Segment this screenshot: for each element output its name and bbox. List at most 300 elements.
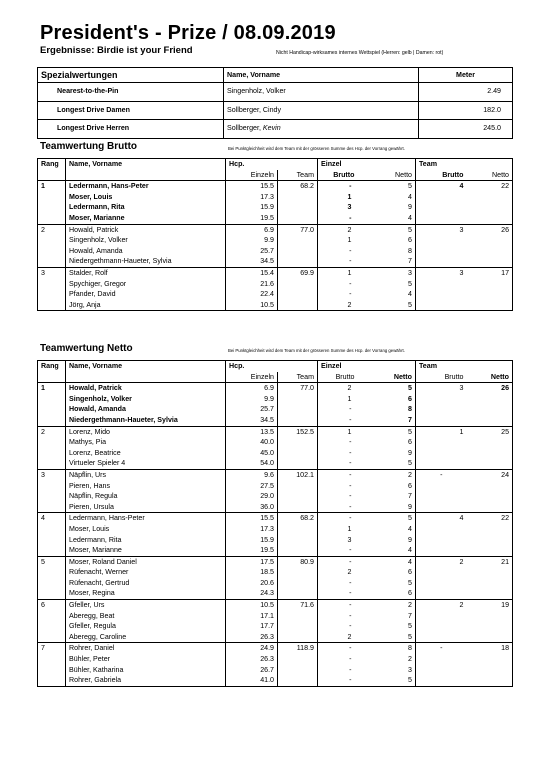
team-hcp: 118.9 bbox=[278, 643, 318, 654]
team-brutto bbox=[416, 535, 467, 546]
team-rank bbox=[38, 404, 66, 415]
player-netto: 8 bbox=[408, 246, 412, 255]
col-team-netto: Netto bbox=[490, 372, 510, 381]
player-brutto: 1 bbox=[318, 267, 358, 278]
team-hcp bbox=[278, 256, 318, 267]
player-brutto: - bbox=[318, 654, 358, 665]
team-hcp bbox=[278, 458, 318, 469]
netto-section-title: Teamwertung Netto bbox=[40, 343, 133, 354]
team-hcp bbox=[278, 665, 318, 676]
player-netto: 2 bbox=[358, 469, 416, 480]
col-hcp: Hcp. bbox=[226, 361, 318, 372]
table-row bbox=[38, 524, 513, 535]
table-row bbox=[38, 578, 513, 589]
team-hcp bbox=[278, 545, 318, 556]
team-hcp bbox=[278, 300, 318, 311]
team-hcp bbox=[278, 654, 318, 665]
team-brutto: 4 bbox=[416, 181, 467, 192]
team-rank bbox=[38, 502, 66, 513]
player-hcp: 25.7 bbox=[226, 404, 278, 415]
team-hcp bbox=[278, 246, 318, 257]
table-row bbox=[38, 235, 513, 246]
player-netto: 6 bbox=[408, 568, 412, 577]
team-brutto: - bbox=[416, 643, 467, 654]
team-netto bbox=[467, 611, 513, 622]
player-netto: 5 bbox=[408, 279, 412, 288]
player-hcp: 15.5 bbox=[226, 513, 278, 524]
player-name: Moser, Marianne bbox=[66, 213, 226, 224]
player-netto: 9 bbox=[408, 535, 412, 544]
team-netto bbox=[467, 458, 513, 469]
team-rank: 3 bbox=[38, 469, 66, 480]
player-name: Ledermann, Hans-Peter bbox=[66, 181, 226, 192]
team-netto bbox=[467, 213, 513, 224]
player-brutto: - bbox=[318, 256, 358, 267]
player-netto: 2 bbox=[358, 600, 416, 611]
col-team-brutto: Brutto bbox=[416, 372, 467, 383]
team-hcp bbox=[278, 289, 318, 300]
player-name: Niedergethmann-Haueter, Sylvia bbox=[66, 415, 226, 426]
player-hcp: 41.0 bbox=[226, 675, 278, 686]
table-row bbox=[38, 588, 513, 599]
table-row bbox=[38, 192, 513, 203]
team-netto bbox=[467, 621, 513, 632]
table-row bbox=[38, 632, 513, 643]
player-hcp: 26.3 bbox=[226, 654, 278, 665]
player-netto: 6 bbox=[408, 481, 412, 490]
team-hcp bbox=[278, 404, 318, 415]
table-row bbox=[38, 300, 513, 311]
player-netto: 5 bbox=[358, 224, 416, 235]
team-hcp bbox=[278, 578, 318, 589]
team-netto bbox=[467, 246, 513, 257]
player-name: Pieren, Hans bbox=[66, 481, 226, 492]
netto-table bbox=[37, 360, 513, 687]
player-netto: 3 bbox=[408, 665, 412, 674]
team-rank bbox=[38, 481, 66, 492]
table-row bbox=[38, 665, 513, 676]
team-rank: 4 bbox=[38, 513, 66, 524]
team-netto: 17 bbox=[467, 267, 513, 278]
team-rank: 3 bbox=[38, 267, 66, 278]
player-hcp: 15.9 bbox=[226, 535, 278, 546]
team-hcp bbox=[278, 567, 318, 578]
team-hcp: 80.9 bbox=[278, 556, 318, 567]
player-brutto: - bbox=[318, 289, 358, 300]
player-name: Howald, Patrick bbox=[66, 224, 226, 235]
player-name: Moser, Louis bbox=[66, 192, 226, 203]
col-hcp: Hcp. bbox=[226, 159, 318, 170]
team-netto bbox=[467, 675, 513, 686]
player-brutto: - bbox=[318, 513, 358, 524]
col-hcp-einzeln: Einzeln bbox=[226, 372, 278, 383]
player-name: Gfeller, Urs bbox=[66, 600, 226, 611]
page-title: President's - Prize / 08.09.2019 bbox=[40, 22, 336, 44]
player-brutto: - bbox=[318, 469, 358, 480]
team-brutto bbox=[416, 256, 467, 267]
team-rank: 2 bbox=[38, 426, 66, 437]
team-netto bbox=[467, 256, 513, 267]
subheader-blank bbox=[38, 372, 66, 383]
team-netto bbox=[467, 578, 513, 589]
player-netto: 5 bbox=[408, 622, 412, 631]
special-meter: 2.49 bbox=[419, 83, 513, 102]
col-hcp-einzeln: Einzeln bbox=[226, 170, 278, 181]
player-hcp: 34.5 bbox=[226, 256, 278, 267]
team-rank bbox=[38, 578, 66, 589]
player-netto: 8 bbox=[358, 643, 416, 654]
team-hcp bbox=[278, 202, 318, 213]
table-row bbox=[38, 458, 513, 469]
table-row bbox=[38, 394, 513, 405]
player-name: Näpflin, Urs bbox=[66, 469, 226, 480]
col-hcp-team: Team bbox=[278, 372, 318, 383]
team-rank bbox=[38, 192, 66, 203]
player-brutto: 3 bbox=[318, 535, 358, 546]
team-netto: 21 bbox=[467, 556, 513, 567]
player-netto: 4 bbox=[408, 192, 412, 201]
col-rang: Rang bbox=[41, 362, 59, 370]
table-row bbox=[38, 279, 513, 290]
player-hcp: 18.5 bbox=[226, 567, 278, 578]
team-brutto bbox=[416, 491, 467, 502]
team-brutto: 3 bbox=[416, 224, 467, 235]
table-row bbox=[38, 383, 513, 394]
player-hcp: 17.5 bbox=[226, 556, 278, 567]
player-hcp: 9.6 bbox=[226, 469, 278, 480]
player-hcp: 36.0 bbox=[226, 502, 278, 513]
player-name: Rüfenacht, Werner bbox=[66, 567, 226, 578]
team-brutto bbox=[416, 578, 467, 589]
team-brutto bbox=[416, 300, 467, 311]
player-name: Howald, Amanda bbox=[66, 246, 226, 257]
player-brutto: - bbox=[318, 415, 358, 426]
table-subheader-row bbox=[38, 170, 513, 181]
team-hcp bbox=[278, 394, 318, 405]
player-brutto: - bbox=[318, 181, 358, 192]
player-netto: 5 bbox=[408, 676, 412, 685]
player-brutto: - bbox=[318, 458, 358, 469]
team-netto bbox=[467, 588, 513, 599]
table-row bbox=[38, 643, 513, 654]
team-hcp bbox=[278, 448, 318, 459]
team-netto bbox=[467, 415, 513, 426]
player-hcp: 24.3 bbox=[226, 588, 278, 599]
team-netto: 26 bbox=[467, 224, 513, 235]
table-row bbox=[38, 256, 513, 267]
team-brutto bbox=[416, 632, 467, 643]
team-netto: 19 bbox=[467, 600, 513, 611]
player-brutto: - bbox=[318, 675, 358, 686]
team-rank bbox=[38, 621, 66, 632]
team-brutto bbox=[416, 458, 467, 469]
player-netto: 7 bbox=[408, 492, 412, 501]
team-brutto bbox=[416, 437, 467, 448]
col-team: Team bbox=[416, 361, 513, 372]
team-hcp: 77.0 bbox=[278, 224, 318, 235]
team-rank bbox=[38, 448, 66, 459]
team-rank: 2 bbox=[38, 224, 66, 235]
team-hcp bbox=[278, 611, 318, 622]
team-rank bbox=[38, 588, 66, 599]
team-brutto bbox=[416, 202, 467, 213]
table-row bbox=[38, 181, 513, 192]
player-netto: 3 bbox=[358, 267, 416, 278]
player-name: Rohrer, Daniel bbox=[66, 643, 226, 654]
player-hcp: 21.6 bbox=[226, 279, 278, 290]
team-rank bbox=[38, 235, 66, 246]
table-row bbox=[38, 567, 513, 578]
table-header-row bbox=[38, 159, 513, 170]
player-hcp: 19.5 bbox=[226, 213, 278, 224]
team-netto bbox=[467, 192, 513, 203]
table-row bbox=[38, 556, 513, 567]
player-brutto: - bbox=[318, 545, 358, 556]
player-netto: 7 bbox=[408, 611, 412, 620]
table-row bbox=[38, 469, 513, 480]
team-brutto bbox=[416, 279, 467, 290]
team-brutto: 3 bbox=[416, 383, 467, 394]
player-hcp: 29.0 bbox=[226, 491, 278, 502]
player-brutto: - bbox=[318, 279, 358, 290]
team-hcp bbox=[278, 481, 318, 492]
player-brutto: - bbox=[318, 246, 358, 257]
team-hcp bbox=[278, 632, 318, 643]
player-netto: 5 bbox=[358, 426, 416, 437]
player-hcp: 13.5 bbox=[226, 426, 278, 437]
player-name: Bühler, Katharina bbox=[66, 665, 226, 676]
team-netto bbox=[467, 632, 513, 643]
team-rank bbox=[38, 394, 66, 405]
table-row bbox=[38, 611, 513, 622]
team-netto: 18 bbox=[467, 643, 513, 654]
col-hcp-team: Team bbox=[278, 170, 318, 181]
table-row bbox=[38, 491, 513, 502]
team-rank bbox=[38, 213, 66, 224]
team-netto bbox=[467, 437, 513, 448]
team-hcp bbox=[278, 535, 318, 546]
team-netto bbox=[467, 300, 513, 311]
player-name: Lorenz, Mido bbox=[66, 426, 226, 437]
player-netto: 9 bbox=[408, 502, 412, 511]
team-rank: 6 bbox=[38, 600, 66, 611]
player-brutto: - bbox=[318, 600, 358, 611]
col-name: Name, Vorname bbox=[66, 361, 226, 372]
team-brutto: 4 bbox=[416, 513, 467, 524]
player-name: Ledermann, Hans-Peter bbox=[66, 513, 226, 524]
table-row bbox=[38, 535, 513, 546]
col-team: Team bbox=[416, 159, 513, 170]
player-hcp: 9.9 bbox=[226, 394, 278, 405]
team-brutto: 1 bbox=[416, 426, 467, 437]
player-netto: 6 bbox=[408, 236, 412, 245]
player-name: Howald, Patrick bbox=[66, 383, 226, 394]
team-netto: 22 bbox=[467, 513, 513, 524]
player-name: Rohrer, Gabriela bbox=[66, 675, 226, 686]
team-brutto bbox=[416, 567, 467, 578]
player-hcp: 24.9 bbox=[226, 643, 278, 654]
special-col-name: Name, Vorname bbox=[224, 68, 419, 83]
team-hcp: 102.1 bbox=[278, 469, 318, 480]
player-hcp: 54.0 bbox=[226, 458, 278, 469]
team-netto bbox=[467, 202, 513, 213]
player-name: Mathys, Pia bbox=[66, 437, 226, 448]
player-brutto: 1 bbox=[318, 235, 358, 246]
team-hcp bbox=[278, 524, 318, 535]
player-netto: 6 bbox=[408, 394, 412, 403]
player-netto: 5 bbox=[408, 182, 412, 191]
team-netto bbox=[467, 404, 513, 415]
player-netto: 4 bbox=[408, 546, 412, 555]
team-rank bbox=[38, 256, 66, 267]
table-header-row bbox=[38, 361, 513, 372]
player-brutto: 2 bbox=[318, 632, 358, 643]
special-winner: Sollberger, Kevin bbox=[224, 120, 419, 139]
team-rank bbox=[38, 289, 66, 300]
col-einzel-netto: Netto bbox=[395, 170, 412, 179]
subheader-blank bbox=[38, 170, 66, 181]
team-netto bbox=[467, 491, 513, 502]
team-brutto bbox=[416, 502, 467, 513]
team-brutto bbox=[416, 213, 467, 224]
team-netto bbox=[467, 448, 513, 459]
team-netto bbox=[467, 545, 513, 556]
player-brutto: - bbox=[318, 502, 358, 513]
player-name: Spychiger, Gregor bbox=[66, 279, 226, 290]
team-hcp bbox=[278, 502, 318, 513]
team-rank: 5 bbox=[38, 556, 66, 567]
team-brutto bbox=[416, 524, 467, 535]
team-rank: 1 bbox=[41, 182, 45, 191]
page-subtitle: Ergebnisse: Birdie ist your Friend bbox=[40, 45, 193, 56]
team-rank bbox=[38, 665, 66, 676]
table-row bbox=[38, 224, 513, 235]
team-brutto bbox=[416, 588, 467, 599]
special-meter: 245.0 bbox=[419, 120, 513, 139]
team-brutto bbox=[416, 415, 467, 426]
col-einzel-brutto: Brutto bbox=[318, 170, 358, 181]
competition-note: Nicht Handicap-wirksames internes Wettspiel (Herren: gelb | Damen: rot) bbox=[276, 50, 444, 56]
player-name: Bühler, Peter bbox=[66, 654, 226, 665]
special-row bbox=[38, 120, 513, 139]
table-row bbox=[38, 621, 513, 632]
player-brutto: - bbox=[318, 448, 358, 459]
table-row bbox=[38, 289, 513, 300]
team-hcp: 152.5 bbox=[278, 426, 318, 437]
player-netto: 4 bbox=[358, 556, 416, 567]
team-brutto bbox=[416, 545, 467, 556]
team-brutto bbox=[416, 289, 467, 300]
player-name: Näpflin, Regula bbox=[66, 491, 226, 502]
team-brutto: 2 bbox=[416, 556, 467, 567]
team-netto bbox=[467, 665, 513, 676]
table-row bbox=[38, 545, 513, 556]
player-netto: 5 bbox=[408, 384, 412, 393]
player-brutto: - bbox=[318, 437, 358, 448]
table-row bbox=[38, 502, 513, 513]
col-rang: Rang bbox=[41, 160, 59, 168]
player-netto: 4 bbox=[408, 213, 412, 222]
team-rank bbox=[38, 458, 66, 469]
player-hcp: 9.9 bbox=[226, 235, 278, 246]
team-hcp: 68.2 bbox=[278, 181, 318, 192]
team-netto bbox=[467, 502, 513, 513]
brutto-table bbox=[37, 158, 513, 311]
team-hcp: 69.9 bbox=[278, 267, 318, 278]
player-hcp: 17.3 bbox=[226, 192, 278, 203]
player-hcp: 40.0 bbox=[226, 437, 278, 448]
player-name: Howald, Amanda bbox=[66, 404, 226, 415]
player-name: Stalder, Rolf bbox=[66, 267, 226, 278]
player-brutto: - bbox=[318, 588, 358, 599]
player-brutto: 3 bbox=[318, 202, 358, 213]
team-brutto bbox=[416, 404, 467, 415]
player-brutto: - bbox=[318, 404, 358, 415]
team-brutto bbox=[416, 675, 467, 686]
player-hcp: 45.0 bbox=[226, 448, 278, 459]
table-row bbox=[38, 426, 513, 437]
team-netto bbox=[467, 279, 513, 290]
special-awards-table bbox=[37, 67, 513, 139]
team-rank bbox=[38, 611, 66, 622]
player-name: Lorenz, Beatrice bbox=[66, 448, 226, 459]
team-brutto bbox=[416, 235, 467, 246]
player-hcp: 27.5 bbox=[226, 481, 278, 492]
player-brutto: 2 bbox=[318, 383, 358, 394]
player-name: Virtueler Spieler 4 bbox=[66, 458, 226, 469]
special-row bbox=[38, 83, 513, 102]
player-hcp: 34.5 bbox=[226, 415, 278, 426]
player-netto: 5 bbox=[358, 513, 416, 524]
brutto-section-title: Teamwertung Brutto bbox=[40, 141, 138, 152]
player-name: Pieren, Ursula bbox=[66, 502, 226, 513]
team-rank bbox=[38, 246, 66, 257]
player-brutto: - bbox=[318, 611, 358, 622]
team-hcp: 71.6 bbox=[278, 600, 318, 611]
team-rank bbox=[38, 415, 66, 426]
team-hcp: 68.2 bbox=[278, 513, 318, 524]
team-hcp bbox=[278, 621, 318, 632]
player-netto: 8 bbox=[408, 405, 412, 414]
team-brutto bbox=[416, 192, 467, 203]
team-netto: 24 bbox=[467, 469, 513, 480]
team-netto: 22 bbox=[501, 182, 510, 191]
subheader-blank bbox=[66, 372, 226, 383]
player-hcp: 10.5 bbox=[226, 600, 278, 611]
team-brutto: - bbox=[416, 469, 467, 480]
col-einzel: Einzel bbox=[318, 361, 416, 372]
table-row bbox=[38, 202, 513, 213]
player-netto: 5 bbox=[408, 632, 412, 641]
player-netto: 7 bbox=[408, 415, 412, 424]
player-hcp: 17.7 bbox=[226, 621, 278, 632]
player-name: Moser, Roland Daniel bbox=[66, 556, 226, 567]
col-team-netto: Netto bbox=[492, 170, 510, 179]
player-hcp: 15.4 bbox=[226, 267, 278, 278]
team-rank bbox=[38, 437, 66, 448]
player-netto: 9 bbox=[408, 203, 412, 212]
team-hcp bbox=[278, 415, 318, 426]
player-brutto: 1 bbox=[318, 394, 358, 405]
player-hcp: 17.1 bbox=[226, 611, 278, 622]
player-netto: 4 bbox=[408, 290, 412, 299]
player-brutto: 2 bbox=[318, 567, 358, 578]
special-label: Longest Drive Herren bbox=[38, 120, 224, 139]
player-brutto: 1 bbox=[318, 426, 358, 437]
player-name: Moser, Louis bbox=[66, 524, 226, 535]
team-rank bbox=[38, 535, 66, 546]
table-row bbox=[38, 267, 513, 278]
